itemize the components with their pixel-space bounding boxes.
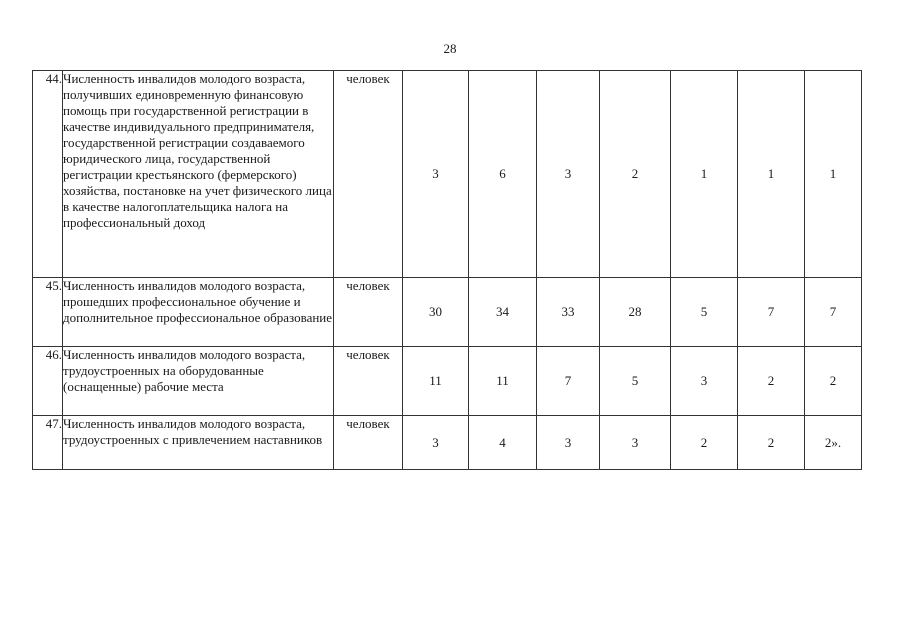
table-row [33,416,862,470]
value-cell: 30 [403,278,469,347]
unit-cell: человек [334,347,403,416]
value-cell: 2 [671,416,738,470]
indicator-description: Численность инвалидов молодого возраста, трудоустроенных с привлечением наставников [63,416,334,470]
value-cell: 3 [537,416,600,470]
indicator-table [32,70,862,470]
value-cell: 3 [600,416,671,470]
unit-cell: человек [334,278,403,347]
unit-cell: человек [334,71,403,278]
value-cell: 28 [600,278,671,347]
value-cell: 2 [738,347,805,416]
value-cell: 7 [537,347,600,416]
value-cell: 3 [403,71,469,278]
value-cell: 34 [469,278,537,347]
value-cell: 1 [671,71,738,278]
unit-cell: человек [334,416,403,470]
value-cell: 5 [600,347,671,416]
value-cell: 4 [469,416,537,470]
table-row [33,71,862,278]
value-cell: 1 [738,71,805,278]
row-number: 47. [33,416,63,470]
indicator-description: Численность инвалидов молодого возраста, прошедших профессиональное обучение и дополнительное профессиональное образование [63,278,334,347]
table-row [33,347,862,416]
row-number: 45. [33,278,63,347]
value-cell: 6 [469,71,537,278]
indicator-description: Численность инвалидов молодого возраста, трудоустроенных на оборудованные (оснащенные) рабочие места [63,347,334,416]
row-number: 44. [33,71,63,278]
indicator-description: Численность инвалидов молодого возраста, получивших единовременную финансовую помощь при государственной регистрации в качестве индивидуального предпринимателя, государственной регистрации создаваемого юридического лица, государственной регистрации крестьянского (фермерского) хозяйства, постановке на учет физического лица в качестве налогоплательщика налога на профессиональный доход [63,71,334,278]
page-number: 28 [443,41,457,56]
value-cell: 3 [671,347,738,416]
value-cell: 11 [403,347,469,416]
value-cell: 1 [805,71,862,278]
value-cell: 3 [537,71,600,278]
value-cell: 7 [738,278,805,347]
row-number: 46. [33,347,63,416]
value-cell: 11 [469,347,537,416]
value-cell: 2 [738,416,805,470]
value-cell: 7 [805,278,862,347]
value-cell: 33 [537,278,600,347]
value-cell: 3 [403,416,469,470]
value-cell: 2 [600,71,671,278]
table-row [33,278,862,347]
value-cell: 5 [671,278,738,347]
value-cell: 2 [805,347,862,416]
value-cell: 2». [805,416,862,470]
